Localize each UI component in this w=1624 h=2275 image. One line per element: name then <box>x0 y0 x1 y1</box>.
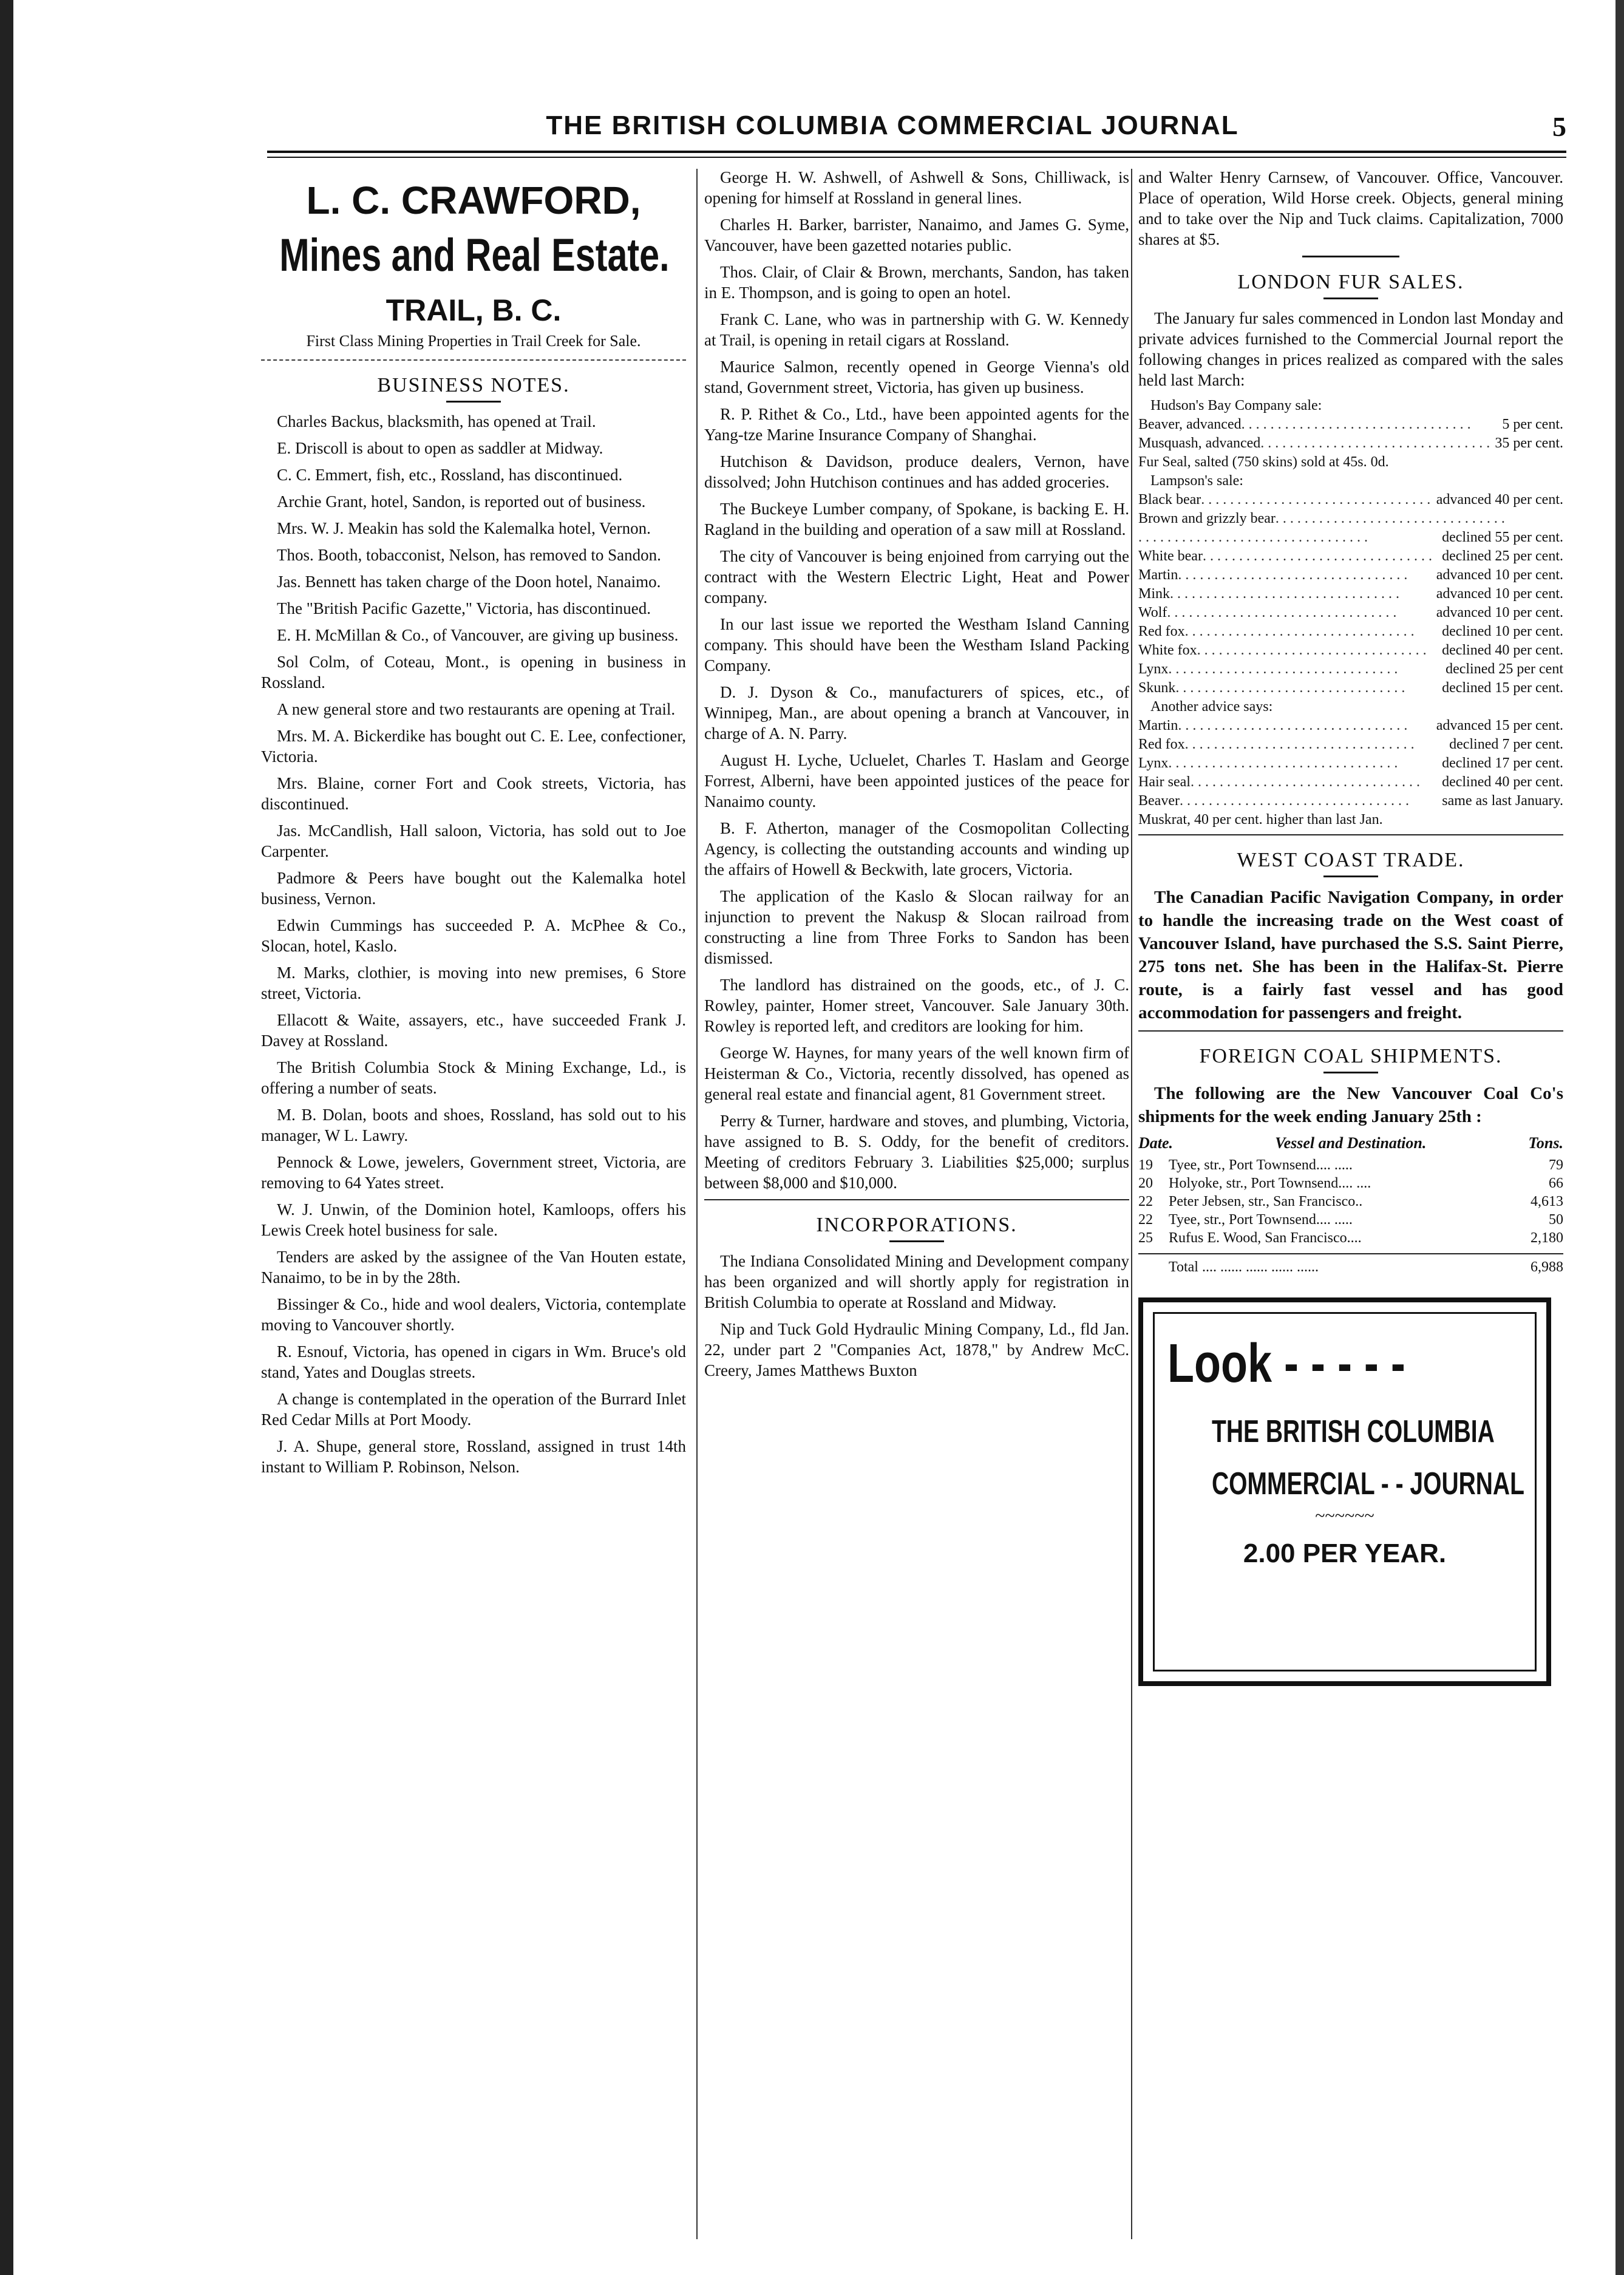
news-item: In our last issue we reported the Westham Island Canning company. This should have been the Westham Island Packing Company. <box>704 615 1129 675</box>
subscription-ad <box>1138 1297 1551 1686</box>
news-item: George H. W. Ashwell, of Ashwell & Sons, Chilliwack, is opening for himself at Rossland in general lines. <box>704 168 1129 207</box>
news-item: Frank C. Lane, who was in partnership with G. W. Kennedy at Trail, is opening in retail cigars at Rossland. <box>704 310 1129 349</box>
news-item: M. Marks, clothier, is moving into new premises, 6 Store street, Victoria. <box>261 964 686 1002</box>
news-item: The application of the Kaslo & Slocan railway for an injunction to prevent the Nakusp & Slocan railroad from constructing a line from Three Forks to Sandon has been dismissed. <box>704 887 1129 967</box>
divider <box>1138 1030 1563 1032</box>
fur-section-label: Another advice says: <box>1150 699 1273 715</box>
fur-name: Black bear <box>1138 492 1201 508</box>
fur-row <box>1138 716 1563 735</box>
leader-dots: . . . . . . . . . . . . . . . . . . . . . . . . . . . . . . . . <box>1168 755 1398 771</box>
news-item: B. F. Atherton, manager of the Cosmopolitan Collecting Agency, is collecting the outstanding accounts and winding up the affairs of Howell & Beckwith, late grocers, Victoria. <box>704 819 1129 879</box>
fur-name: Mink <box>1138 586 1170 602</box>
divider <box>704 1199 1129 1200</box>
heading-rule <box>1302 256 1399 257</box>
coal-table-header <box>1138 1134 1563 1152</box>
news-item: August H. Lyche, Ucluelet, Charles T. Haslam and George Forrest, Alberni, have been appointed justices of the peace for Nanaimo county. <box>704 751 1129 811</box>
fur-change: 35 per cent. <box>1495 435 1563 451</box>
total-value: 6,988 <box>1531 1259 1563 1275</box>
ad-crawford-desc: First Class Mining Properties in Trail Creek for Sale. <box>306 332 641 350</box>
leader-dots: . . . . . . . . . . . . . . . . . . . . . . . . . . . . . . . . <box>1167 605 1397 621</box>
fur-name: Lynx <box>1138 661 1169 677</box>
news-item: Jas. McCandlish, Hall saloon, Victoria, has sold out to Joe Carpenter. <box>261 821 686 860</box>
leader-dots: . . . . . . . . . . . . . . . . . . . . . . . . . . . . . . . . <box>1170 586 1400 602</box>
heading-rule <box>889 1240 944 1242</box>
incorporation-continued: and Walter Henry Carnsew, of Vancouver. Office, Vancouver. Place of operation, Wild Horse creek. Objects, general mining and to take over the Nip and Tuck claims. Capitalization, 7000 shares at $5. <box>1138 168 1563 248</box>
fur-section-label: Lampson's sale: <box>1150 473 1243 489</box>
news-item: Maurice Salmon, recently opened in George Vienna's old stand, Government street, Victoria, has given up business. <box>704 358 1129 396</box>
fur-row <box>1138 679 1563 698</box>
table-row <box>1138 1229 1563 1247</box>
incorporations-list <box>704 1251 1129 1381</box>
divider <box>261 359 686 361</box>
leader-dots: . . . . . . . . . . . . . . . . . . . . . . . . . . . . . . . . <box>1241 417 1471 432</box>
fur-row <box>1138 754 1563 773</box>
ship-tons: 4,613 <box>1531 1194 1563 1209</box>
news-item: Charles Backus, blacksmith, has opened at Trail. <box>277 412 596 430</box>
leader-dots: . . . . . . . . . . . . . . . . . . . . . . . . . . . . . . . . <box>1138 529 1368 545</box>
fur-change: advanced 40 per cent. <box>1436 492 1563 508</box>
column-3 <box>1138 167 1563 2243</box>
news-item: The landlord has distrained on the goods, etc., of J. C. Rowley, painter, Homer street, Vancouver. Sale January 30th. Rowley is reported left, and creditors are looking for him. <box>704 976 1129 1035</box>
news-item: Pennock & Lowe, jewelers, Government street, Victoria, are removing to 64 Yates street. <box>261 1153 686 1192</box>
ship-vessel: Peter Jebsen, str., San Francisco.. <box>1169 1194 1363 1209</box>
fur-name: White bear <box>1138 548 1203 564</box>
leader-dots: . . . . . . . . . . . . . . . . . . . . . . . . . . . . . . . . <box>1175 680 1405 696</box>
fur-change: declined 25 per cent <box>1446 661 1563 677</box>
fur-change: same as last January. <box>1442 793 1563 809</box>
fur-change: advanced 10 per cent. <box>1436 567 1563 583</box>
fur-row <box>1138 585 1563 604</box>
fur-name: Lynx <box>1138 755 1169 771</box>
news-item: The "British Pacific Gazette," Victoria, has discontinued. <box>277 599 651 617</box>
fur-change: declined 7 per cent. <box>1449 736 1563 752</box>
col-tons: Tons. <box>1528 1134 1563 1152</box>
fur-row <box>1138 641 1563 660</box>
page-edge-left <box>0 0 13 2275</box>
news-item: Thos. Booth, tobacconist, Nelson, has removed to Sandon. <box>277 546 661 564</box>
column-1 <box>261 167 686 2243</box>
ship-vessel: Tyee, str., Port Townsend.... ..... <box>1169 1212 1353 1228</box>
london-fur-heading: LONDON FUR SALES. <box>1237 271 1464 293</box>
table-row <box>1138 1156 1563 1174</box>
fur-name: Martin <box>1138 718 1178 733</box>
page-edge-right <box>1616 0 1624 2275</box>
ship-tons: 79 <box>1549 1157 1563 1173</box>
fur-name: Brown and grizzly bear <box>1138 511 1276 526</box>
news-item: Sol Colm, of Coteau, Mont., is opening in business in Rossland. <box>261 653 686 692</box>
news-item: Ellacott & Waite, assayers, etc., have succeeded Frank J. Davey at Rossland. <box>261 1011 686 1050</box>
fur-price-list <box>1138 396 1563 829</box>
col-date: Date. <box>1138 1134 1174 1152</box>
news-item: Tenders are asked by the assignee of the Van Houten estate, Nanaimo, to be in by the 28th. <box>261 1248 686 1287</box>
ship-date: 22 <box>1138 1212 1153 1228</box>
fur-row <box>1138 491 1563 509</box>
ship-date: 22 <box>1138 1194 1153 1209</box>
fur-name: Skunk <box>1138 680 1176 696</box>
fur-seal-line: Fur Seal, salted (750 skins) sold at 45s. 0d. <box>1138 454 1389 470</box>
fur-row <box>1138 622 1563 641</box>
ad-title-line1: THE BRITISH COLUMBIA <box>1212 1414 1495 1449</box>
fur-change: declined 25 per cent. <box>1442 548 1563 564</box>
news-item: A change is contemplated in the operation of the Burrard Inlet Red Cedar Mills at Port Moody. <box>261 1390 686 1429</box>
col-vessel: Vessel and Destination. <box>1275 1134 1427 1152</box>
fur-name: Beaver, advanced <box>1138 417 1242 432</box>
news-item: Thos. Clair, of Clair & Brown, merchants, Sandon, has taken in E. Thompson, and is going to open an hotel. <box>704 263 1129 302</box>
fur-row <box>1138 509 1563 528</box>
heading-rule <box>1323 1072 1378 1073</box>
news-item: Jas. Bennett has taken charge of the Doon hotel, Nanaimo. <box>277 573 661 591</box>
leader-dots: . . . . . . . . . . . . . . . . . . . . . . . . . . . . . . . . <box>1184 624 1415 639</box>
leader-dots: . . . . . . . . . . . . . . . . . . . . . . . . . . . . . . . . <box>1178 718 1408 733</box>
news-item: W. J. Unwin, of the Dominion hotel, Kamloops, offers his Lewis Creek hotel business for sale. <box>261 1200 686 1239</box>
ad-price: 2.00 PER YEAR. <box>1243 1539 1447 1568</box>
column-divider <box>1131 169 1132 2239</box>
leader-dots: . . . . . . . . . . . . . . . . . . . . . . . . . . . . . . . . <box>1275 511 1505 526</box>
fur-name: Red fox <box>1138 736 1185 752</box>
incorporations-heading: INCORPORATIONS. <box>816 1214 1018 1236</box>
news-item: Bissinger & Co., hide and wool dealers, Victoria, contemplate moving to Vancouver shortly. <box>261 1295 686 1334</box>
fur-name: Beaver <box>1138 793 1180 809</box>
crawford-ad <box>261 178 686 350</box>
coal-total-row <box>1138 1253 1563 1276</box>
coal-table-body <box>1138 1156 1563 1247</box>
coal-intro: The following are the New Vancouver Coal Co's shipments for the week ending January 25th : <box>1138 1084 1563 1126</box>
header-rule <box>267 151 1566 153</box>
leader-dots: . . . . . . . . . . . . . . . . . . . . . . . . . . . . . . . . <box>1260 435 1490 451</box>
heading-rule <box>1323 298 1378 299</box>
column-2 <box>704 167 1129 2243</box>
fur-name: Hair seal <box>1138 774 1191 790</box>
news-item: Mrs. M. A. Bickerdike has bought out C. E. Lee, confectioner, Victoria. <box>261 727 686 766</box>
news-item: E. Driscoll is about to open as saddler at Midway. <box>277 439 603 457</box>
news-item: M. B. Dolan, boots and shoes, Rossland, has sold out to his manager, W L. Lawry. <box>261 1106 686 1144</box>
news-item: R. Esnouf, Victoria, has opened in cigars in Wm. Bruce's old stand, Yates and Douglas streets. <box>261 1342 686 1381</box>
news-item: Perry & Turner, hardware and stoves, and plumbing, Victoria, have assigned to B. S. Oddy, for the benefit of creditors. Meeting of creditors February 3. Liabilities $25,000; surplus between $8,000 and $10,000. <box>704 1112 1129 1192</box>
news-item: A new general store and two restaurants are opening at Trail. <box>277 700 676 718</box>
ad-crawford-city: TRAIL, B. C. <box>386 293 562 327</box>
ad-crawford-tagline: Mines and Real Estate. <box>279 230 670 281</box>
ship-vessel: Holyoke, str., Port Townsend.... .... <box>1169 1175 1371 1191</box>
west-coast-text: The Canadian Pacific Navigation Company, in order to handle the increasing trade on the West coast of Vancouver Island, have purchased the S.S. Saint Pierre, 275 tons net. She has been in the Halifax-St. Pierre route, is a fairly fast vessel and has good accommodation for passengers and freight. <box>1138 888 1563 1022</box>
ad-title-line2: COMMERCIAL - - JOURNAL <box>1212 1466 1524 1501</box>
fur-row <box>1138 604 1563 622</box>
news-item: Mrs. Blaine, corner Fort and Cook streets, Victoria, has discontinued. <box>261 774 686 813</box>
ship-date: 20 <box>1138 1175 1153 1191</box>
fur-row <box>1138 773 1563 792</box>
ad-look: Look - - - - - <box>1167 1333 1405 1394</box>
ship-date: 25 <box>1138 1230 1153 1246</box>
fur-row <box>1138 547 1563 566</box>
leader-dots: . . . . . . . . . . . . . . . . . . . . . . . . . . . . . . . . <box>1190 774 1420 790</box>
news-item: Mrs. W. J. Meakin has sold the Kalemalka hotel, Vernon. <box>277 519 651 537</box>
fur-row <box>1138 660 1563 679</box>
fur-row <box>1138 415 1563 434</box>
leader-dots: . . . . . . . . . . . . . . . . . . . . . . . . . . . . . . . . <box>1184 736 1415 752</box>
fur-row <box>1138 528 1563 547</box>
coal-heading: FOREIGN COAL SHIPMENTS. <box>1199 1045 1503 1067</box>
divider <box>1138 834 1563 835</box>
news-item: The city of Vancouver is being enjoined from carrying out the contract with the Western Electric Light, Heat and Power company. <box>704 547 1129 607</box>
leader-dots: . . . . . . . . . . . . . . . . . . . . . . . . . . . . . . . . <box>1179 793 1409 809</box>
business-notes-list-continued <box>704 167 1129 1193</box>
west-coast-heading: WEST COAST TRADE. <box>1237 849 1465 871</box>
table-row <box>1138 1174 1563 1192</box>
ad-squiggle: ~~~~~~ <box>1315 1506 1374 1526</box>
header-rule-thin <box>267 157 1566 158</box>
journal-title: THE BRITISH COLUMBIA COMMERCIAL JOURNAL <box>546 111 1239 140</box>
fur-name: Wolf <box>1138 605 1167 621</box>
news-item: R. P. Rithet & Co., Ltd., have been appointed agents for the Yang-tze Marine Insurance Company of Shanghai. <box>704 405 1129 444</box>
news-item: Padmore & Peers have bought out the Kalemalka hotel business, Vernon. <box>261 869 686 908</box>
news-item: Archie Grant, hotel, Sandon, is reported out of business. <box>277 492 646 511</box>
news-item: Edwin Cummings has succeeded P. A. McPhee & Co., Slocan, hotel, Kaslo. <box>261 916 686 955</box>
table-row <box>1138 1211 1563 1229</box>
fur-change: declined 55 per cent. <box>1442 529 1563 545</box>
fur-change: declined 40 per cent. <box>1442 642 1563 658</box>
ship-tons: 66 <box>1549 1175 1563 1191</box>
news-item: E. H. McMillan & Co., of Vancouver, are giving up business. <box>277 626 679 644</box>
ship-tons: 2,180 <box>1531 1230 1563 1246</box>
news-item: Nip and Tuck Gold Hydraulic Mining Company, Ld., fld Jan. 22, under part 2 "Companies Act, 1878," by Andrew McC. Creery, James Matthews Buxton <box>704 1320 1129 1379</box>
fur-change: advanced 10 per cent. <box>1436 605 1563 621</box>
news-item: C. C. Emmert, fish, etc., Rossland, has discontinued. <box>277 466 623 484</box>
leader-dots: . . . . . . . . . . . . . . . . . . . . . . . . . . . . . . . . <box>1197 642 1427 658</box>
news-item: Hutchison & Davidson, produce dealers, Vernon, have dissolved; John Hutchison continues and has added groceries. <box>704 452 1129 491</box>
business-notes-list <box>261 411 686 1477</box>
fur-change: advanced 10 per cent. <box>1436 586 1563 602</box>
news-item: D. J. Dyson & Co., manufacturers of spices, etc., of Winnipeg, Man., are about opening a branch at Vancouver, in charge of A. N. Parry. <box>704 683 1129 743</box>
fur-row <box>1138 735 1563 754</box>
ad-crawford-name: L. C. CRAWFORD, <box>306 179 641 222</box>
news-item: George W. Haynes, for many years of the well known firm of Heisterman & Co., Victoria, recently dissolved, has opened as general real estate and financial agent, 81 Government street. <box>704 1044 1129 1103</box>
fur-change: 5 per cent. <box>1502 417 1563 432</box>
news-item: The British Columbia Stock & Mining Exchange, Ld., is offering a number of seats. <box>261 1058 686 1097</box>
page-number: 5 <box>1552 111 1566 142</box>
heading-rule <box>446 401 501 403</box>
column-divider <box>696 169 698 2239</box>
ship-vessel: Tyee, str., Port Townsend.... ..... <box>1169 1157 1353 1173</box>
fur-name: White fox <box>1138 642 1197 658</box>
fur-row <box>1138 566 1563 585</box>
fur-section-label: Hudson's Bay Company sale: <box>1150 398 1322 413</box>
leader-dots: . . . . . . . . . . . . . . . . . . . . . . . . . . . . . . . . <box>1178 567 1408 583</box>
fur-name: Red fox <box>1138 624 1185 639</box>
heading-rule <box>1323 876 1378 877</box>
fur-row <box>1138 434 1563 453</box>
ship-date: 19 <box>1138 1157 1153 1173</box>
news-item: J. A. Shupe, general store, Rossland, assigned in trust 14th instant to William P. Robinson, Nelson. <box>261 1437 686 1476</box>
fur-change: declined 15 per cent. <box>1442 680 1563 696</box>
business-notes-heading: BUSINESS NOTES. <box>377 374 570 396</box>
muskrat-line: Muskrat, 40 per cent. higher than last Jan. <box>1138 812 1383 828</box>
total-label: Total .... ...... ...... ...... ...... <box>1169 1259 1319 1275</box>
fur-change: declined 10 per cent. <box>1442 624 1563 639</box>
fur-change: advanced 15 per cent. <box>1436 718 1563 733</box>
fur-name: Musquash, advanced <box>1138 435 1261 451</box>
table-row <box>1138 1192 1563 1211</box>
news-item: Charles H. Barker, barrister, Nanaimo, and James G. Syme, Vancouver, have been gazetted notaries public. <box>704 216 1129 254</box>
leader-dots: . . . . . . . . . . . . . . . . . . . . . . . . . . . . . . . . <box>1201 492 1431 508</box>
leader-dots: . . . . . . . . . . . . . . . . . . . . . . . . . . . . . . . . <box>1168 661 1398 677</box>
fur-change: declined 17 per cent. <box>1442 755 1563 771</box>
leader-dots: . . . . . . . . . . . . . . . . . . . . . . . . . . . . . . . . <box>1202 548 1432 564</box>
news-item: The Indiana Consolidated Mining and Development company has been organized and will shortly apply for registration in British Columbia to operate at Rossland and Midway. <box>704 1252 1129 1311</box>
ship-vessel: Rufus E. Wood, San Francisco.... <box>1169 1230 1362 1246</box>
london-fur-intro: The January fur sales commenced in London last Monday and private advices furnished to the Commercial Journal report the following changes in prices realized as compared with the sales held last March: <box>1138 309 1563 389</box>
ship-tons: 50 <box>1549 1212 1563 1228</box>
fur-name: Martin <box>1138 567 1178 583</box>
news-item: The Buckeye Lumber company, of Spokane, is backing E. H. Ragland in the building and operation of a saw mill at Rossland. <box>704 500 1129 539</box>
fur-change: declined 40 per cent. <box>1442 774 1563 790</box>
fur-row <box>1138 792 1563 811</box>
